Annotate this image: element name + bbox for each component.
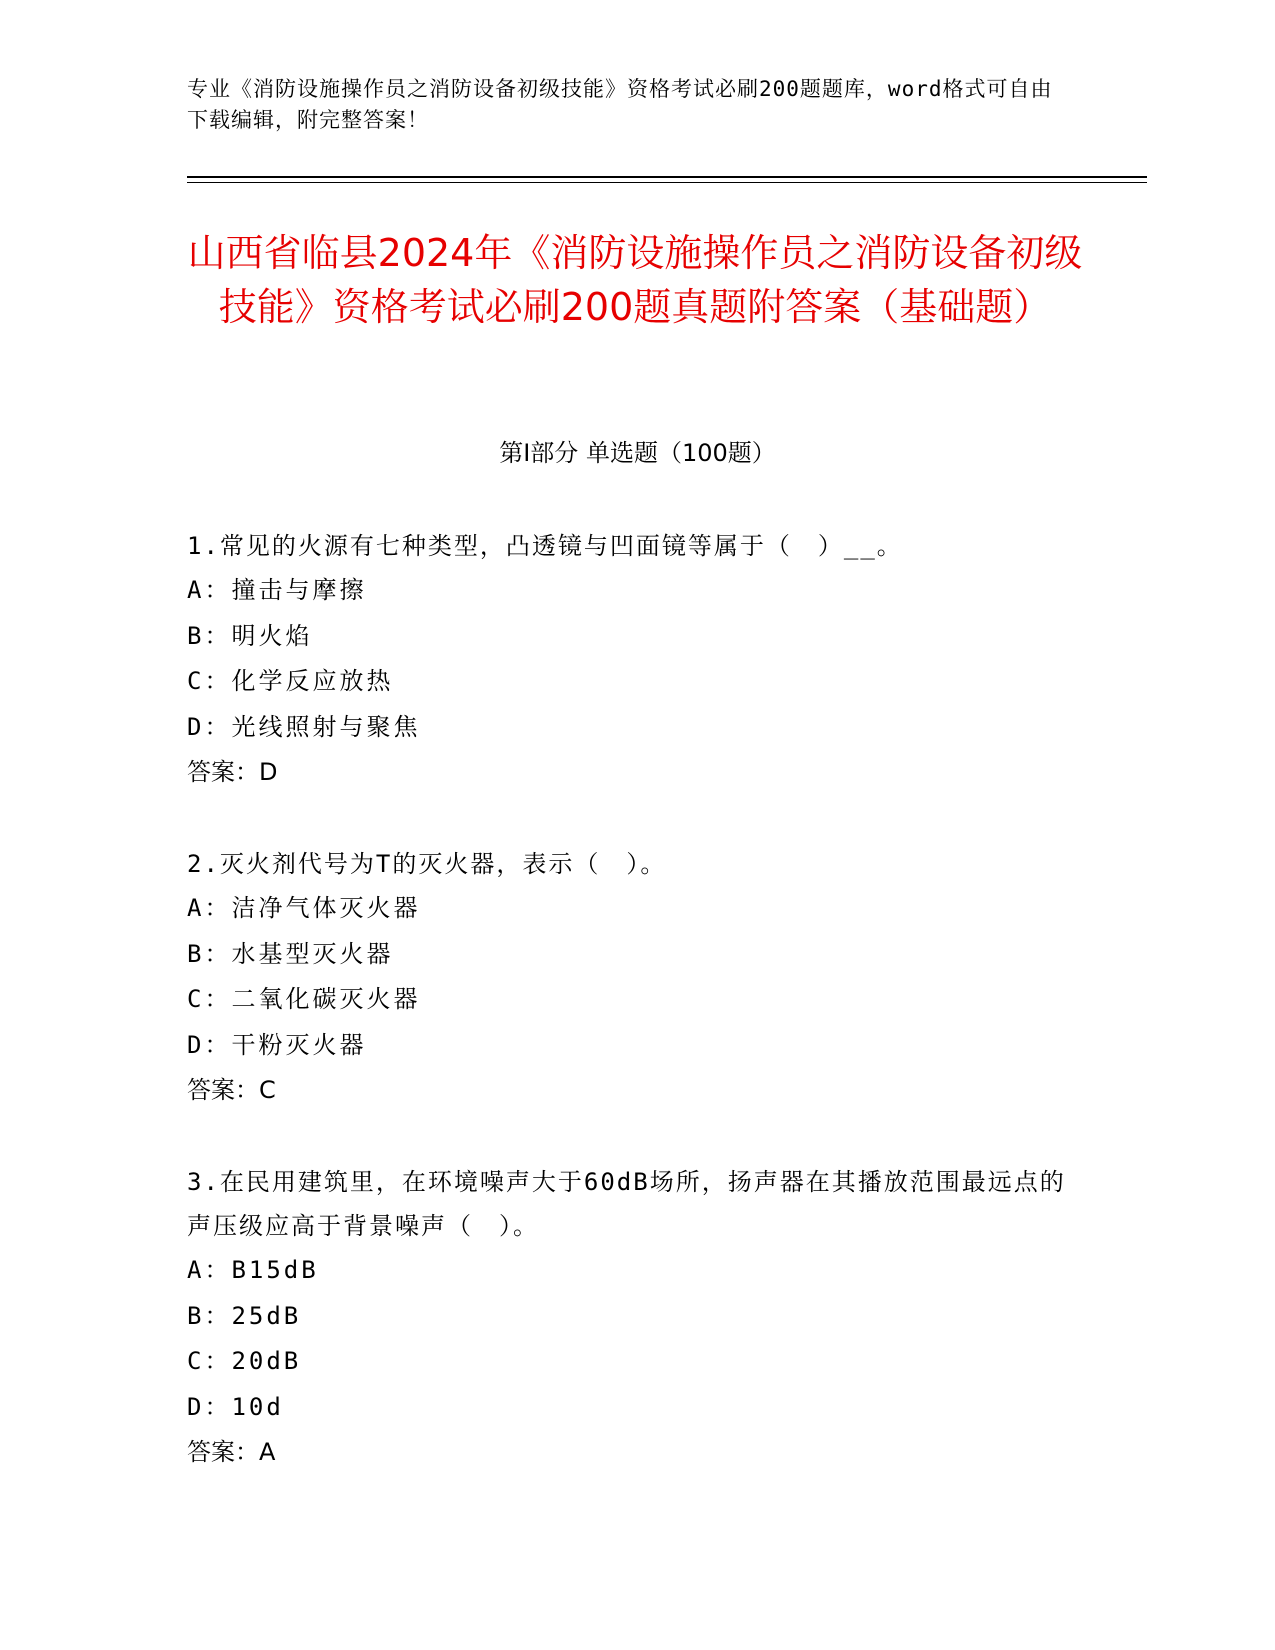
header-rule-thin: [187, 182, 1147, 183]
answer: 答案：C: [187, 1076, 276, 1104]
option-a: A：洁净气体灭火器: [187, 894, 421, 922]
option-a: A：B15dB: [187, 1256, 319, 1284]
question-stem: 3.在民用建筑里，在环境噪声大于60dB场所，扬声器在其播放范围最远点的声压级应高于背景噪声（ ）。: [187, 1168, 1066, 1240]
document-title: 山西省临县2024年《消防设施操作员之消防设备初级技能》资格考试必刷200题真题附答案（基础题）: [187, 231, 1083, 329]
answer: 答案：D: [187, 758, 278, 786]
option-b: B：水基型灭火器: [187, 939, 394, 968]
option-c: C：20dB: [187, 1347, 302, 1375]
option-c: C：二氧化碳灭火器: [187, 985, 421, 1013]
question-stem: 1.常见的火源有七种类型，凸透镜与凹面镜等属于（ ）__。: [187, 532, 903, 560]
question-stem: 2.灭火剂代号为T的灭火器，表示（ ）。: [187, 850, 667, 878]
question-3: [187, 1160, 1087, 1475]
option-d: D：光线照射与聚焦: [187, 712, 421, 741]
header-rule-thick: [187, 176, 1147, 178]
option-d: D：干粉灭火器: [187, 1030, 367, 1059]
option-b: B：明火焰: [187, 621, 313, 650]
option-d: D：10d: [187, 1392, 284, 1421]
answer: 答案：A: [187, 1438, 276, 1466]
question-1: [187, 524, 1087, 795]
option-b: B：25dB: [187, 1301, 302, 1330]
option-c: C：化学反应放热: [187, 667, 394, 695]
question-2: [187, 842, 1087, 1113]
option-a: A：撞击与摩擦: [187, 576, 367, 604]
header-note: 专业《消防设施操作员之消防设备初级技能》资格考试必刷200题题库，word格式可自由下载编辑，附完整答案！: [187, 77, 1053, 132]
section-heading: 第I部分 单选题（100题）: [499, 439, 776, 467]
